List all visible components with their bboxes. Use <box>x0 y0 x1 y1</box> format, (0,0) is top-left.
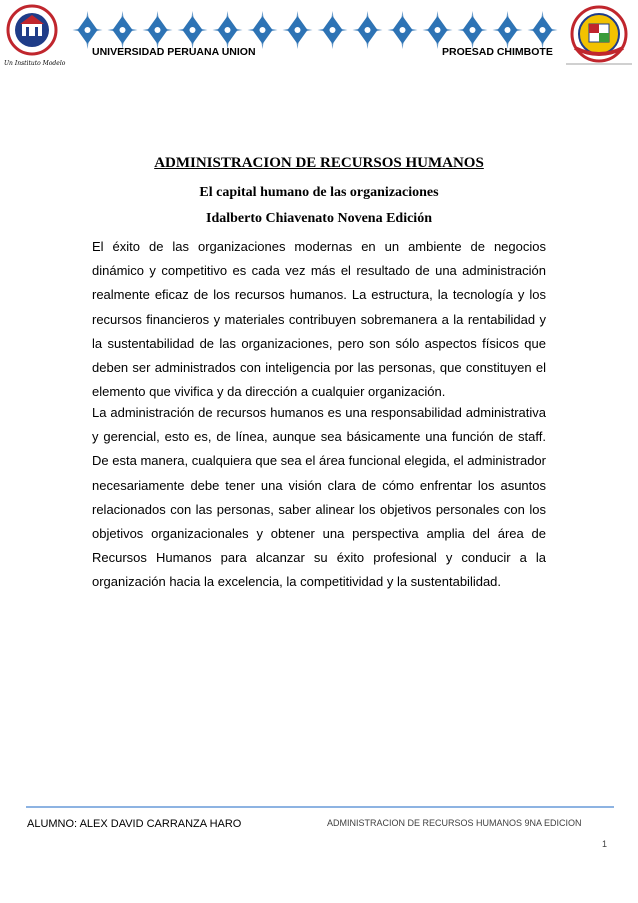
ornament-diamond-icon <box>353 11 383 49</box>
ornament-diamond-icon <box>213 11 243 49</box>
ornament-diamond-icon <box>388 11 418 49</box>
header-program-name: PROESAD CHIMBOTE <box>442 46 553 58</box>
ornament-diamond-icon <box>283 11 313 49</box>
logo-left-caption: Un Instituto Modelo <box>4 60 66 67</box>
ornament-diamond-icon <box>423 11 453 49</box>
document-title-text: ADMINISTRACION DE RECURSOS HUMANOS <box>154 155 484 171</box>
ornament-diamond-icon <box>248 11 278 49</box>
page-number: 1 <box>602 839 608 849</box>
institution-logo-right <box>565 4 633 68</box>
footer-student-name: ALUMNO: ALEX DAVID CARRANZA HARO <box>27 818 242 830</box>
ornament-diamond-icon <box>458 11 488 49</box>
ornament-diamond-icon <box>528 11 558 49</box>
ornament-diamond-icon <box>493 11 523 49</box>
document-subtitle: El capital humano de las organizaciones <box>199 185 439 200</box>
footer-document-name: ADMINISTRACION DE RECURSOS HUMANOS 9NA EDICION <box>327 818 582 828</box>
header-divider <box>566 63 632 65</box>
ornament-diamond-icon <box>178 11 208 49</box>
ornament-diamond-icon <box>73 11 103 49</box>
document-author-line: Idalberto Chiavenato Novena Edición <box>206 211 432 226</box>
paragraph-1: El éxito de las organizaciones modernas en un ambiente de negocios dinámico y competitivo es cada vez más el resultado de una administración realmente eficaz de los recursos humanos. La estructura, la tecnología y los recursos financieros y materiales contribuyen sobremanera a la rentabilidad y la sustentabilidad de las organizaciones, pero son sólo aspectos físicos que deben ser administrados con inteligencia por las personas, que constituyen el elemento que vivifica y da dirección a cualquier organización. <box>92 239 546 400</box>
university-logo-left <box>4 4 64 70</box>
footer-divider <box>26 806 614 808</box>
header-ornament-band <box>70 10 560 50</box>
ornament-diamond-icon <box>318 11 348 49</box>
ornament-diamond-icon <box>108 11 138 49</box>
paragraph-2: La administración de recursos humanos es una responsabilidad administrativa y gerencial, esto es, de línea, aunque sea básicamente una función de staff. De esta manera, cualquiera que sea el área funcional elegida, el administrador necesariamente debe tener una visión clara de cómo enfrentar los asuntos relacionados con las personas, saber alinear los objetivos personales con los objetivos organizacionales y obtener una perspectiva amplia del área de Recursos Humanos para alcanzar su éxito profesional y conducir a la organización hacia la excelencia, la competitividad y la sustentabilidad. <box>92 405 546 590</box>
header-university-name: UNIVERSIDAD PERUANA UNION <box>92 46 256 58</box>
ornament-diamond-icon <box>143 11 173 49</box>
document-title <box>0 155 638 172</box>
